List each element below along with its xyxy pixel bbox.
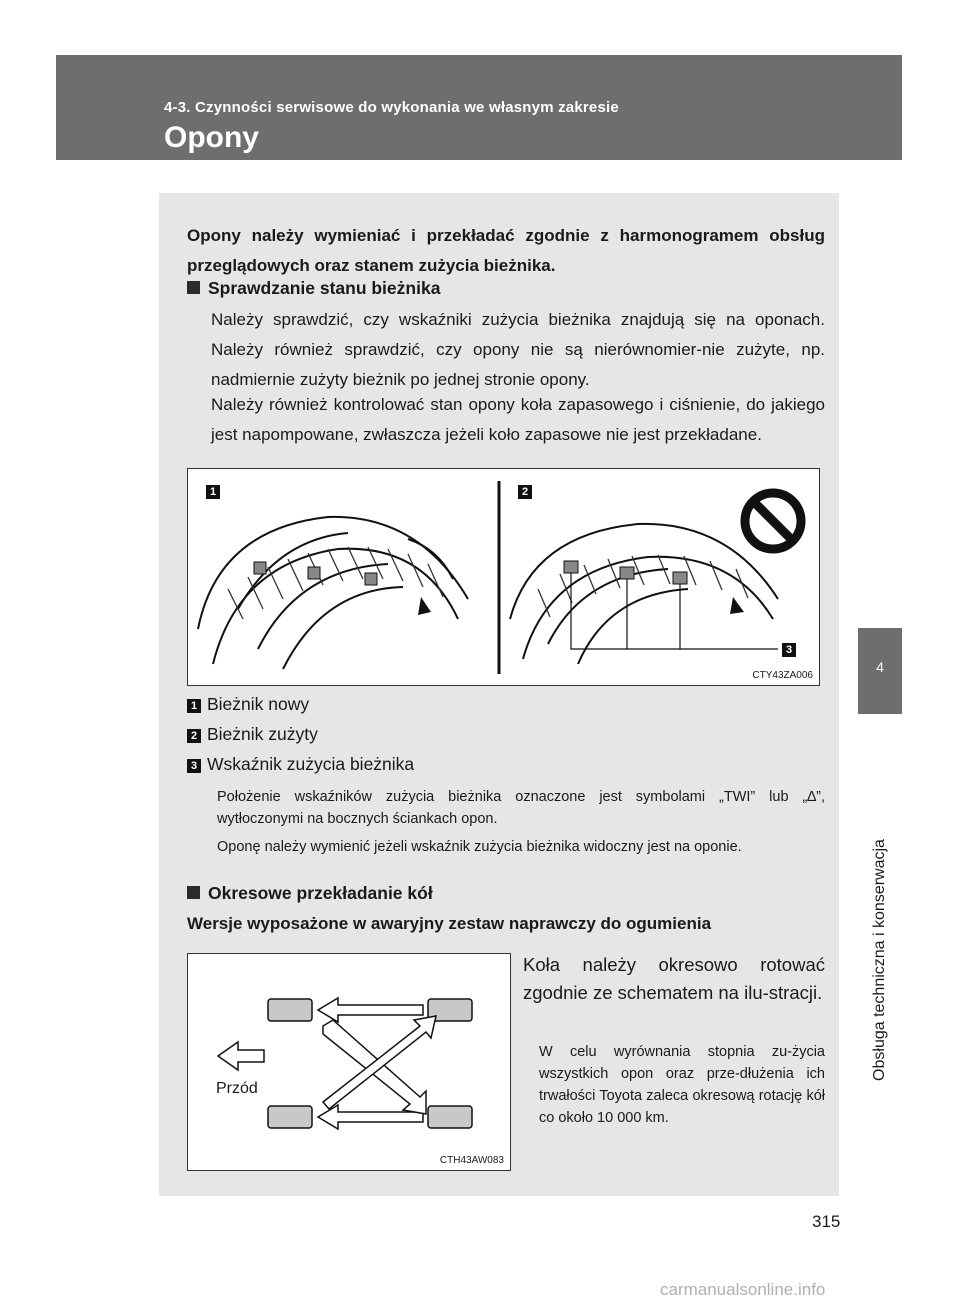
page-title: Opony: [164, 121, 259, 154]
figure-label-3: 3: [782, 643, 796, 657]
tread-check-text: Należy sprawdzić, czy wskaźniki zużycia bieżnika znajdują się na oponach. Należy również sprawdzić, czy opony nie są nierównomier-nie zużyte, np. nadmiernie zużyty bieżnik po jednej stronie opony.: [211, 310, 825, 389]
figure-code: CTY43ZA006: [752, 670, 813, 681]
replace-note: Oponę należy wymienić jeżeli wskaźnik zużycia bieżnika widoczny jest na oponie.: [217, 839, 742, 855]
rotation-subheading: Wersje wyposażone w awaryjny zestaw naprawczy do ogumienia: [187, 914, 712, 933]
chapter-title: Obsługa techniczna i konserwacja: [871, 839, 888, 1081]
figure-code-2: CTH43AW083: [439, 1155, 504, 1166]
callout-3: 3 Wskaźnik zużycia bieżnika: [187, 754, 414, 775]
callout-1: 1 Bieżnik nowy: [187, 694, 309, 715]
front-label: Przód: [216, 1080, 258, 1097]
chapter-tab: [858, 628, 902, 714]
spare-tire-text: Należy również kontrolować stan opony koła zapasowego i ciśnienie, do jakiego jest napompowane, zwłaszcza jeżeli koło zapasowe nie jest przekładane.: [211, 395, 825, 444]
rotation-figure: [187, 953, 511, 1171]
rotation-diagram: [188, 954, 510, 1170]
figure-label-1: 1: [206, 485, 220, 499]
chapter-number: 4: [876, 659, 884, 675]
page-number: 315: [812, 1212, 841, 1231]
tread-figure: [187, 468, 820, 686]
intro-text: Opony należy wymieniać i przekładać zgodnie z harmonogramem obsług przeglądowych oraz stanem zużycia bieżnika.: [187, 226, 825, 275]
callout-2: 2 Bieżnik zużyty: [187, 724, 318, 745]
section-heading-tread: Sprawdzanie stanu bieżnika: [187, 278, 440, 299]
content-panel: [159, 193, 839, 1196]
page-header: [56, 55, 902, 160]
figure-label-2: 2: [518, 485, 532, 499]
section-title: 4-3. Czynności serwisowe do wykonania we własnym zakresie: [164, 99, 619, 116]
tread-illustration: [188, 469, 819, 685]
rotation-note: W celu wyrównania stopnia zu-życia wszystkich opon oraz prze-dłużenia ich trwałości Toyota zaleca okresową rotację kół co około 10 000 km.: [539, 1044, 825, 1126]
section-heading-rotation: Okresowe przekładanie kół: [187, 883, 433, 904]
rotation-text: Koła należy okresowo rotować zgodnie ze schematem na ilu-stracji.: [523, 954, 825, 1003]
watermark: carmanualsonline.info: [660, 1280, 826, 1299]
twi-note: Położenie wskaźników zużycia bieżnika oznaczone jest symbolami „TWI” lub „∆”, wytłoczonymi na bocznych ściankach opon.: [217, 789, 825, 827]
